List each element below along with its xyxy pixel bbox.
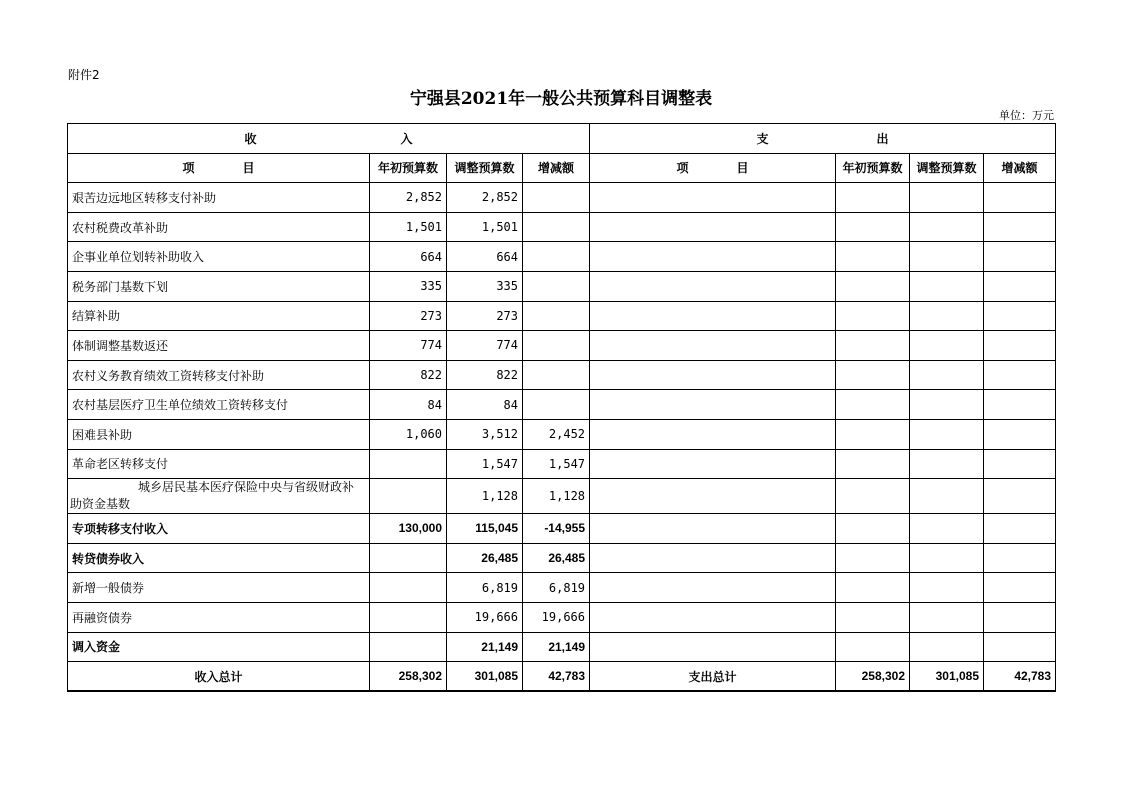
- empty-cell: [590, 212, 836, 242]
- row-name: 税务部门基数下划: [68, 271, 370, 301]
- empty-cell: [590, 573, 836, 603]
- table-row: [68, 543, 1056, 573]
- table-row: [68, 602, 1056, 632]
- income-adjusted-header: 调整预算数: [447, 153, 523, 183]
- row-initial: 1,060: [370, 419, 447, 449]
- income-initial-header: 年初预算数: [370, 153, 447, 183]
- row-name: 农村义务教育绩效工资转移支付补助: [68, 360, 370, 390]
- row-adjusted: 3,512: [447, 419, 523, 449]
- row-name-line2: 助资金基数: [70, 497, 131, 512]
- table-row: [68, 242, 1056, 272]
- row-initial: 774: [370, 331, 447, 361]
- row-change: [523, 271, 590, 301]
- empty-cell: [590, 301, 836, 331]
- row-adjusted: 822: [447, 360, 523, 390]
- row-adjusted: 774: [447, 331, 523, 361]
- unit-label: 单位：万元: [999, 109, 1054, 122]
- empty-cell: [984, 573, 1056, 603]
- empty-cell: [836, 331, 910, 361]
- expense-total-adjusted: 301,085: [910, 662, 984, 692]
- table-row: [68, 183, 1056, 213]
- empty-cell: [910, 479, 984, 514]
- empty-cell: [910, 271, 984, 301]
- empty-cell: [836, 271, 910, 301]
- row-change: 2,452: [523, 419, 590, 449]
- expense-initial-header: 年初预算数: [836, 153, 910, 183]
- row-name: 农村基层医疗卫生单位绩效工资转移支付: [68, 390, 370, 420]
- empty-cell: [590, 514, 836, 544]
- empty-cell: [984, 183, 1056, 213]
- row-adjusted: 19,666: [447, 602, 523, 632]
- row-change: 21,149: [523, 632, 590, 662]
- page-title: 宁强县2021年一般公共预算科目调整表: [409, 89, 713, 109]
- row-change: 6,819: [523, 573, 590, 603]
- row-name-wrapped: [68, 479, 370, 514]
- table-row: [68, 449, 1056, 479]
- expense-adjusted-header: 调整预算数: [910, 153, 984, 183]
- table-row: [68, 479, 1056, 514]
- empty-cell: [836, 390, 910, 420]
- empty-cell: [984, 271, 1056, 301]
- empty-cell: [590, 242, 836, 272]
- empty-cell: [910, 602, 984, 632]
- empty-cell: [836, 479, 910, 514]
- row-change: 26,485: [523, 543, 590, 573]
- empty-cell: [836, 360, 910, 390]
- empty-cell: [984, 419, 1056, 449]
- row-name: 调入资金: [68, 632, 370, 662]
- table-row: [68, 632, 1056, 662]
- row-change: -14,955: [523, 514, 590, 544]
- expense-section-header: 支 出: [590, 124, 1056, 154]
- income-total-change: 42,783: [523, 662, 590, 692]
- table-row: [68, 573, 1056, 603]
- empty-cell: [984, 331, 1056, 361]
- expense-total-change: 42,783: [984, 662, 1056, 692]
- row-adjusted: 1,501: [447, 212, 523, 242]
- expense-change-header: 增减额: [984, 153, 1056, 183]
- row-initial: 822: [370, 360, 447, 390]
- empty-cell: [910, 449, 984, 479]
- table-row: [68, 271, 1056, 301]
- empty-cell: [984, 360, 1056, 390]
- empty-cell: [910, 301, 984, 331]
- row-adjusted: 273: [447, 301, 523, 331]
- empty-cell: [590, 419, 836, 449]
- income-item-header: 项 目: [68, 153, 370, 183]
- row-name-line1: 城乡居民基本医疗保险中央与省级财政补: [138, 480, 355, 495]
- section-header-row: [68, 124, 1056, 154]
- budget-table: [67, 123, 1056, 692]
- row-initial: [370, 602, 447, 632]
- empty-cell: [590, 390, 836, 420]
- empty-cell: [910, 419, 984, 449]
- expense-item-header: 项 目: [590, 153, 836, 183]
- table-row: [68, 419, 1056, 449]
- empty-cell: [836, 419, 910, 449]
- totals-row: [68, 662, 1056, 692]
- row-change: 19,666: [523, 602, 590, 632]
- expense-total-initial: 258,302: [836, 662, 910, 692]
- row-change: [523, 242, 590, 272]
- empty-cell: [984, 602, 1056, 632]
- empty-cell: [984, 514, 1056, 544]
- table-row: [68, 360, 1056, 390]
- row-initial: 273: [370, 301, 447, 331]
- empty-cell: [836, 301, 910, 331]
- row-adjusted: 115,045: [447, 514, 523, 544]
- empty-cell: [836, 183, 910, 213]
- row-adjusted: 84: [447, 390, 523, 420]
- row-initial: 664: [370, 242, 447, 272]
- empty-cell: [984, 301, 1056, 331]
- row-initial: 130,000: [370, 514, 447, 544]
- row-adjusted: 1,547: [447, 449, 523, 479]
- row-name: 再融资债券: [68, 602, 370, 632]
- row-initial: 84: [370, 390, 447, 420]
- income-total-label: 收入总计: [68, 662, 370, 692]
- row-initial: [370, 632, 447, 662]
- empty-cell: [910, 573, 984, 603]
- empty-cell: [590, 331, 836, 361]
- row-adjusted: 2,852: [447, 183, 523, 213]
- empty-cell: [984, 543, 1056, 573]
- row-initial: 335: [370, 271, 447, 301]
- empty-cell: [910, 360, 984, 390]
- empty-cell: [910, 632, 984, 662]
- expense-total-label: 支出总计: [590, 662, 836, 692]
- empty-cell: [836, 543, 910, 573]
- row-change: [523, 390, 590, 420]
- empty-cell: [910, 543, 984, 573]
- empty-cell: [590, 543, 836, 573]
- row-initial: [370, 449, 447, 479]
- row-adjusted: 1,128: [447, 479, 523, 514]
- row-name: 企事业单位划转补助收入: [68, 242, 370, 272]
- empty-cell: [984, 242, 1056, 272]
- empty-cell: [910, 390, 984, 420]
- row-name: 农村税费改革补助: [68, 212, 370, 242]
- row-initial: [370, 543, 447, 573]
- empty-cell: [984, 479, 1056, 514]
- empty-cell: [984, 212, 1056, 242]
- empty-cell: [836, 602, 910, 632]
- table-row: [68, 301, 1056, 331]
- empty-cell: [910, 331, 984, 361]
- income-section-header: 收 入: [68, 124, 590, 154]
- row-adjusted: 664: [447, 242, 523, 272]
- row-name: 体制调整基数返还: [68, 331, 370, 361]
- empty-cell: [910, 183, 984, 213]
- row-name: 转贷债券收入: [68, 543, 370, 573]
- row-name: 结算补助: [68, 301, 370, 331]
- empty-cell: [590, 183, 836, 213]
- empty-cell: [590, 602, 836, 632]
- row-adjusted: 21,149: [447, 632, 523, 662]
- empty-cell: [836, 212, 910, 242]
- row-name: 革命老区转移支付: [68, 449, 370, 479]
- empty-cell: [590, 271, 836, 301]
- row-initial: [370, 479, 447, 514]
- row-initial: 2,852: [370, 183, 447, 213]
- income-total-initial: 258,302: [370, 662, 447, 692]
- empty-cell: [910, 514, 984, 544]
- row-adjusted: 335: [447, 271, 523, 301]
- row-name: 困难县补助: [68, 419, 370, 449]
- row-change: 1,128: [523, 479, 590, 514]
- row-change: [523, 360, 590, 390]
- empty-cell: [836, 632, 910, 662]
- column-header-row: [68, 153, 1056, 183]
- attachment-label: 附件2: [68, 68, 100, 82]
- empty-cell: [836, 449, 910, 479]
- empty-cell: [984, 390, 1056, 420]
- row-name: 专项转移支付收入: [68, 514, 370, 544]
- row-change: 1,547: [523, 449, 590, 479]
- row-adjusted: 6,819: [447, 573, 523, 603]
- row-change: [523, 301, 590, 331]
- table-row: [68, 212, 1056, 242]
- income-change-header: 增减额: [523, 153, 590, 183]
- table-row: [68, 331, 1056, 361]
- empty-cell: [836, 573, 910, 603]
- empty-cell: [910, 242, 984, 272]
- row-name: 新增一般债券: [68, 573, 370, 603]
- income-total-adjusted: 301,085: [447, 662, 523, 692]
- row-change: [523, 212, 590, 242]
- row-initial: [370, 573, 447, 603]
- empty-cell: [590, 449, 836, 479]
- row-change: [523, 331, 590, 361]
- row-name: 艰苦边远地区转移支付补助: [68, 183, 370, 213]
- row-initial: 1,501: [370, 212, 447, 242]
- empty-cell: [910, 212, 984, 242]
- row-change: [523, 183, 590, 213]
- empty-cell: [984, 632, 1056, 662]
- row-adjusted: 26,485: [447, 543, 523, 573]
- empty-cell: [836, 514, 910, 544]
- empty-cell: [590, 632, 836, 662]
- empty-cell: [590, 360, 836, 390]
- table-row: [68, 390, 1056, 420]
- empty-cell: [984, 449, 1056, 479]
- table-row: [68, 514, 1056, 544]
- empty-cell: [836, 242, 910, 272]
- empty-cell: [590, 479, 836, 514]
